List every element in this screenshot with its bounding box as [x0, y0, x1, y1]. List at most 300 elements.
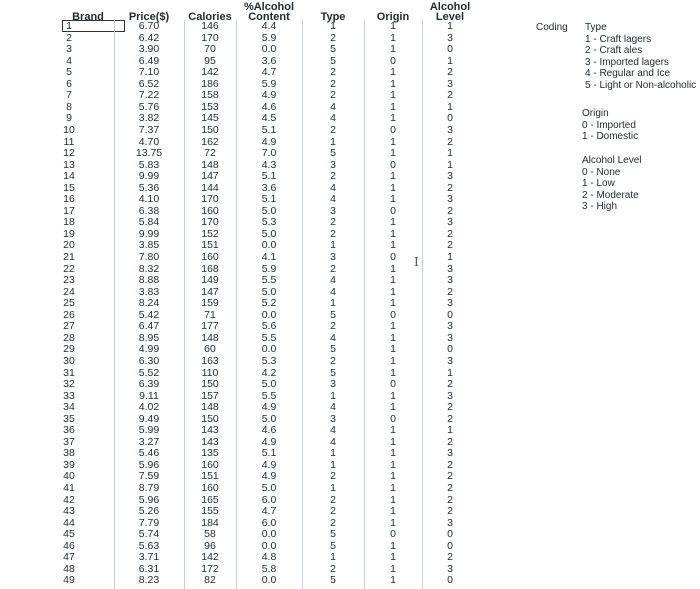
alcohol-content-cell[interactable]: 4.6	[261, 100, 277, 113]
type-cell[interactable]: 1	[330, 20, 336, 32]
price-cell[interactable]: 6.30	[138, 354, 160, 367]
alcohol-content-cell[interactable]: 4.7	[261, 505, 277, 518]
price-cell[interactable]: 4.99	[138, 343, 160, 356]
brand-cell[interactable]: 28	[63, 331, 75, 344]
alcohol-level-cell[interactable]: 2	[447, 493, 453, 506]
brand-cell[interactable]: 38	[63, 447, 75, 460]
calories-cell[interactable]: 160	[201, 482, 219, 494]
origin-cell[interactable]: 1	[390, 274, 396, 287]
alcohol-content-cell[interactable]: 5.9	[261, 262, 277, 275]
type-cell[interactable]: 4	[330, 435, 336, 448]
calories-cell[interactable]: 153	[201, 100, 219, 113]
origin-cell[interactable]: 1	[390, 562, 396, 575]
alcohol-level-cell[interactable]: 2	[447, 378, 453, 391]
calories-cell[interactable]: 71	[204, 308, 216, 321]
alcohol-level-cell[interactable]: 2	[447, 401, 453, 414]
origin-cell[interactable]: 1	[390, 458, 396, 471]
price-cell[interactable]: 5.52	[138, 366, 160, 379]
alcohol-content-cell[interactable]: 4.7	[261, 66, 277, 79]
brand-cell[interactable]: 43	[63, 505, 75, 518]
type-cell[interactable]: 5	[330, 343, 336, 356]
brand-cell[interactable]: 24	[63, 285, 75, 298]
type-cell[interactable]: 5	[330, 43, 336, 56]
type-cell[interactable]: 5	[330, 366, 336, 379]
alcohol-level-cell[interactable]: 3	[447, 193, 453, 206]
origin-cell[interactable]: 1	[390, 20, 396, 32]
calories-cell[interactable]: 70	[204, 43, 216, 56]
alcohol-content-cell[interactable]: 4.9	[261, 401, 277, 414]
calories-cell[interactable]: 157	[201, 389, 219, 402]
alcohol-level-cell[interactable]: 2	[447, 435, 453, 448]
origin-cell[interactable]: 1	[390, 435, 396, 448]
type-cell[interactable]: 5	[330, 574, 336, 587]
alcohol-level-cell[interactable]: 0	[447, 574, 453, 587]
price-cell[interactable]: 6.47	[138, 320, 160, 333]
type-cell[interactable]: 4	[330, 100, 336, 113]
calories-cell[interactable]: 58	[204, 528, 216, 541]
alcohol-content-cell[interactable]: 5.9	[261, 77, 277, 90]
alcohol-content-cell[interactable]: 4.4	[261, 20, 277, 32]
alcohol-level-cell[interactable]: 2	[447, 227, 453, 240]
price-cell[interactable]: 7.22	[138, 89, 160, 102]
alcohol-content-cell[interactable]: 5.0	[261, 227, 277, 240]
brand-cell[interactable]: 27	[63, 320, 75, 333]
brand-cell[interactable]: 17	[63, 204, 75, 217]
origin-cell[interactable]: 1	[390, 181, 396, 194]
price-cell[interactable]: 8.32	[138, 262, 160, 275]
type-cell[interactable]: 2	[330, 493, 336, 506]
alcohol-content-cell[interactable]: 4.9	[261, 89, 277, 102]
alcohol-level-cell[interactable]: 2	[447, 239, 453, 252]
brand-cell[interactable]: 2	[66, 31, 72, 44]
origin-cell[interactable]: 1	[390, 135, 396, 148]
alcohol-level-cell[interactable]: 3	[447, 274, 453, 287]
calories-cell[interactable]: 72	[204, 147, 216, 160]
origin-cell[interactable]: 1	[390, 31, 396, 44]
brand-cell[interactable]: 19	[63, 227, 75, 240]
type-cell[interactable]: 4	[330, 424, 336, 437]
alcohol-level-cell[interactable]: 3	[447, 297, 453, 310]
type-cell[interactable]: 1	[330, 458, 336, 471]
alcohol-level-cell[interactable]: 3	[447, 320, 453, 333]
brand-cell[interactable]: 49	[63, 574, 75, 587]
alcohol-level-cell[interactable]: 0	[447, 528, 453, 541]
price-cell[interactable]: 5.36	[138, 181, 160, 194]
price-cell[interactable]: 3.27	[138, 435, 160, 448]
origin-cell[interactable]: 1	[390, 227, 396, 240]
calories-cell[interactable]: 148	[201, 331, 219, 344]
price-cell[interactable]: 5.96	[138, 493, 160, 506]
calories-cell[interactable]: 165	[201, 493, 219, 506]
calories-cell[interactable]: 144	[201, 181, 219, 194]
alcohol-level-cell[interactable]: 2	[447, 470, 453, 483]
type-cell[interactable]: 2	[330, 562, 336, 575]
brand-cell[interactable]: 46	[63, 539, 75, 552]
origin-cell[interactable]: 0	[390, 378, 396, 391]
alcohol-content-cell[interactable]: 4.3	[261, 158, 277, 171]
calories-cell[interactable]: 148	[201, 401, 219, 414]
type-cell[interactable]: 1	[330, 551, 336, 564]
price-cell[interactable]: 5.42	[138, 308, 160, 321]
alcohol-content-cell[interactable]: 4.9	[261, 135, 277, 148]
calories-cell[interactable]: 155	[201, 505, 219, 518]
type-cell[interactable]: 4	[330, 401, 336, 414]
alcohol-content-cell[interactable]: 5.6	[261, 320, 277, 333]
alcohol-level-cell[interactable]: 2	[447, 89, 453, 102]
type-cell[interactable]: 3	[330, 378, 336, 391]
price-cell[interactable]: 7.37	[138, 123, 160, 136]
brand-cell[interactable]: 47	[63, 551, 75, 564]
alcohol-level-cell[interactable]: 3	[447, 389, 453, 402]
brand-cell[interactable]: 44	[63, 516, 75, 529]
alcohol-content-cell[interactable]: 4.2	[261, 366, 277, 379]
origin-cell[interactable]: 0	[390, 528, 396, 541]
calories-cell[interactable]: 147	[201, 285, 219, 298]
alcohol-level-cell[interactable]: 2	[447, 181, 453, 194]
brand-cell[interactable]: 29	[63, 343, 75, 356]
price-cell[interactable]: 7.79	[138, 516, 160, 529]
alcohol-content-cell[interactable]: 6.0	[261, 516, 277, 529]
type-cell[interactable]: 5	[330, 308, 336, 321]
brand-cell[interactable]: 37	[63, 435, 75, 448]
calories-cell[interactable]: 82	[204, 574, 216, 587]
calories-cell[interactable]: 186	[201, 77, 219, 90]
origin-cell[interactable]: 0	[390, 251, 396, 263]
type-cell[interactable]: 1	[330, 239, 336, 252]
alcohol-content-cell[interactable]: 0.0	[261, 239, 277, 252]
type-cell[interactable]: 1	[330, 447, 336, 460]
calories-cell[interactable]: 170	[201, 31, 219, 44]
brand-cell[interactable]: 6	[66, 77, 72, 90]
type-cell[interactable]: 2	[330, 31, 336, 44]
price-cell[interactable]: 5.83	[138, 158, 160, 171]
price-cell[interactable]: 6.52	[138, 77, 160, 90]
alcohol-content-cell[interactable]: 5.1	[261, 193, 277, 206]
origin-cell[interactable]: 1	[390, 331, 396, 344]
origin-cell[interactable]: 1	[390, 343, 396, 356]
origin-cell[interactable]: 1	[390, 170, 396, 183]
origin-cell[interactable]: 1	[390, 401, 396, 414]
brand-cell[interactable]: 13	[63, 158, 75, 171]
brand-cell[interactable]: 48	[63, 562, 75, 575]
alcohol-level-cell[interactable]: 3	[447, 331, 453, 344]
brand-cell[interactable]: 10	[63, 123, 75, 136]
calories-cell[interactable]: 60	[204, 343, 216, 356]
alcohol-level-cell[interactable]: 3	[447, 516, 453, 529]
brand-cell[interactable]: 40	[63, 470, 75, 483]
alcohol-level-cell[interactable]: 1	[447, 251, 453, 263]
price-cell[interactable]: 7.10	[138, 66, 160, 79]
alcohol-level-cell[interactable]: 1	[447, 20, 453, 32]
type-cell[interactable]: 4	[330, 285, 336, 298]
origin-cell[interactable]: 0	[390, 204, 396, 217]
type-cell[interactable]: 4	[330, 193, 336, 206]
header-alcohol-level[interactable]: Alcohol Level	[429, 1, 471, 23]
calories-cell[interactable]: 110	[201, 366, 219, 379]
price-cell[interactable]: 5.76	[138, 100, 160, 113]
price-cell[interactable]: 3.71	[138, 551, 160, 564]
calories-cell[interactable]: 143	[201, 424, 219, 437]
origin-cell[interactable]: 0	[390, 412, 396, 425]
brand-cell[interactable]: 11	[63, 135, 75, 148]
alcohol-content-cell[interactable]: 5.1	[261, 123, 277, 136]
calories-cell[interactable]: 152	[201, 227, 219, 240]
calories-cell[interactable]: 149	[201, 274, 219, 287]
origin-cell[interactable]: 1	[390, 470, 396, 483]
alcohol-content-cell[interactable]: 0.0	[261, 43, 277, 56]
calories-cell[interactable]: 151	[201, 470, 219, 483]
calories-cell[interactable]: 146	[201, 20, 219, 32]
origin-cell[interactable]: 1	[390, 216, 396, 229]
price-cell[interactable]: 3.85	[138, 239, 160, 252]
brand-cell[interactable]: 35	[63, 412, 75, 425]
type-cell[interactable]: 1	[330, 297, 336, 310]
origin-cell[interactable]: 1	[390, 482, 396, 494]
brand-cell[interactable]: 9	[66, 112, 72, 125]
calories-cell[interactable]: 163	[201, 354, 219, 367]
alcohol-level-cell[interactable]: 2	[447, 505, 453, 518]
brand-cell[interactable]: 8	[66, 100, 72, 113]
brand-cell[interactable]: 26	[63, 308, 75, 321]
alcohol-content-cell[interactable]: 5.5	[261, 389, 277, 402]
origin-cell[interactable]: 1	[390, 89, 396, 102]
type-cell[interactable]: 2	[330, 227, 336, 240]
price-cell[interactable]: 8.23	[138, 574, 160, 587]
type-cell[interactable]: 2	[330, 262, 336, 275]
type-cell[interactable]: 5	[330, 539, 336, 552]
type-cell[interactable]: 5	[330, 528, 336, 541]
alcohol-content-cell[interactable]: 4.5	[261, 112, 277, 125]
type-cell[interactable]: 3	[330, 412, 336, 425]
alcohol-level-cell[interactable]: 1	[447, 366, 453, 379]
price-cell[interactable]: 6.42	[138, 31, 160, 44]
price-cell[interactable]: 5.74	[138, 528, 160, 541]
alcohol-content-cell[interactable]: 5.0	[261, 378, 277, 391]
header-price[interactable]: Price($)	[128, 11, 170, 23]
alcohol-level-cell[interactable]: 2	[447, 66, 453, 79]
calories-cell[interactable]: 150	[201, 378, 219, 391]
calories-cell[interactable]: 170	[201, 193, 219, 206]
brand-cell[interactable]: 34	[63, 401, 75, 414]
calories-cell[interactable]: 160	[201, 251, 219, 263]
type-cell[interactable]: 3	[330, 158, 336, 171]
price-cell[interactable]: 8.95	[138, 331, 160, 344]
brand-cell[interactable]: 14	[63, 170, 75, 183]
header-type[interactable]: Type	[320, 11, 346, 23]
type-cell[interactable]: 2	[330, 470, 336, 483]
price-cell[interactable]: 4.02	[138, 401, 160, 414]
origin-cell[interactable]: 1	[390, 539, 396, 552]
alcohol-level-cell[interactable]: 2	[447, 458, 453, 471]
calories-cell[interactable]: 184	[201, 516, 219, 529]
alcohol-level-cell[interactable]: 2	[447, 135, 453, 148]
alcohol-level-cell[interactable]: 3	[447, 562, 453, 575]
brand-cell[interactable]: 30	[63, 354, 75, 367]
brand-cell[interactable]: 12	[63, 147, 75, 160]
type-cell[interactable]: 4	[330, 112, 336, 125]
origin-cell[interactable]: 1	[390, 112, 396, 125]
price-cell[interactable]: 9.99	[138, 227, 160, 240]
calories-cell[interactable]: 96	[204, 539, 216, 552]
calories-cell[interactable]: 177	[201, 320, 219, 333]
price-cell[interactable]: 3.90	[138, 43, 160, 56]
alcohol-level-cell[interactable]: 0	[447, 343, 453, 356]
brand-cell[interactable]: 41	[63, 482, 75, 494]
alcohol-content-cell[interactable]: 5.0	[261, 482, 277, 494]
brand-cell[interactable]: 15	[63, 181, 75, 194]
brand-cell[interactable]: 1	[66, 20, 72, 32]
alcohol-level-cell[interactable]: 1	[447, 424, 453, 437]
alcohol-level-cell[interactable]: 3	[447, 123, 453, 136]
origin-cell[interactable]: 0	[390, 158, 396, 171]
calories-cell[interactable]: 170	[201, 216, 219, 229]
type-cell[interactable]: 2	[330, 516, 336, 529]
type-cell[interactable]: 2	[330, 170, 336, 183]
type-cell[interactable]: 4	[330, 331, 336, 344]
alcohol-level-cell[interactable]: 0	[447, 308, 453, 321]
alcohol-content-cell[interactable]: 4.9	[261, 435, 277, 448]
alcohol-content-cell[interactable]: 3.6	[261, 54, 277, 67]
alcohol-level-cell[interactable]: 0	[447, 43, 453, 56]
price-cell[interactable]: 8.79	[138, 482, 160, 494]
calories-cell[interactable]: 142	[201, 66, 219, 79]
calories-cell[interactable]: 160	[201, 458, 219, 471]
alcohol-level-cell[interactable]: 2	[447, 285, 453, 298]
origin-cell[interactable]: 0	[390, 54, 396, 67]
alcohol-level-cell[interactable]: 2	[447, 204, 453, 217]
type-cell[interactable]: 5	[330, 147, 336, 160]
price-cell[interactable]: 9.99	[138, 170, 160, 183]
type-cell[interactable]: 3	[330, 204, 336, 217]
calories-cell[interactable]: 145	[201, 112, 219, 125]
type-cell[interactable]: 5	[330, 54, 336, 67]
type-cell[interactable]: 2	[330, 216, 336, 229]
alcohol-level-cell[interactable]: 3	[447, 447, 453, 460]
origin-cell[interactable]: 1	[390, 424, 396, 437]
calories-cell[interactable]: 150	[201, 123, 219, 136]
origin-cell[interactable]: 1	[390, 574, 396, 587]
origin-cell[interactable]: 1	[390, 297, 396, 310]
price-cell[interactable]: 5.26	[138, 505, 160, 518]
origin-cell[interactable]: 1	[390, 320, 396, 333]
alcohol-level-cell[interactable]: 1	[447, 54, 453, 67]
origin-cell[interactable]: 1	[390, 100, 396, 113]
type-cell[interactable]: 4	[330, 274, 336, 287]
calories-cell[interactable]: 148	[201, 158, 219, 171]
price-cell[interactable]: 9.49	[138, 412, 160, 425]
calories-cell[interactable]: 143	[201, 435, 219, 448]
price-cell[interactable]: 5.96	[138, 458, 160, 471]
calories-cell[interactable]: 150	[201, 412, 219, 425]
calories-cell[interactable]: 159	[201, 297, 219, 310]
alcohol-level-cell[interactable]: 0	[447, 539, 453, 552]
header-origin[interactable]: Origin	[376, 11, 410, 23]
alcohol-content-cell[interactable]: 5.9	[261, 31, 277, 44]
brand-cell[interactable]: 22	[63, 262, 75, 275]
alcohol-level-cell[interactable]: 2	[447, 412, 453, 425]
alcohol-content-cell[interactable]: 4.9	[261, 458, 277, 471]
origin-cell[interactable]: 1	[390, 285, 396, 298]
origin-cell[interactable]: 0	[390, 123, 396, 136]
type-cell[interactable]: 2	[330, 66, 336, 79]
alcohol-content-cell[interactable]: 5.0	[261, 204, 277, 217]
alcohol-content-cell[interactable]: 6.0	[261, 493, 277, 506]
brand-cell[interactable]: 32	[63, 378, 75, 391]
price-cell[interactable]: 5.99	[138, 424, 160, 437]
origin-cell[interactable]: 1	[390, 77, 396, 90]
calories-cell[interactable]: 168	[201, 262, 219, 275]
origin-cell[interactable]: 1	[390, 354, 396, 367]
type-cell[interactable]: 3	[330, 251, 336, 263]
alcohol-level-cell[interactable]: 1	[447, 158, 453, 171]
price-cell[interactable]: 6.49	[138, 54, 160, 67]
origin-cell[interactable]: 1	[390, 366, 396, 379]
brand-cell[interactable]: 3	[66, 43, 72, 56]
price-cell[interactable]: 6.38	[138, 204, 160, 217]
brand-cell[interactable]: 36	[63, 424, 75, 437]
alcohol-content-cell[interactable]: 0.0	[261, 528, 277, 541]
alcohol-level-cell[interactable]: 2	[447, 551, 453, 564]
price-cell[interactable]: 8.88	[138, 274, 160, 287]
type-cell[interactable]: 2	[330, 89, 336, 102]
brand-cell[interactable]: 39	[63, 458, 75, 471]
alcohol-content-cell[interactable]: 3.6	[261, 181, 277, 194]
brand-cell[interactable]: 23	[63, 274, 75, 287]
alcohol-level-cell[interactable]: 1	[447, 100, 453, 113]
price-cell[interactable]: 6.39	[138, 378, 160, 391]
price-cell[interactable]: 9.11	[139, 389, 159, 402]
brand-cell[interactable]: 16	[63, 193, 75, 206]
type-cell[interactable]: 2	[330, 123, 336, 136]
calories-cell[interactable]: 95	[204, 54, 216, 67]
price-cell[interactable]: 6.70	[138, 20, 160, 32]
origin-cell[interactable]: 1	[390, 493, 396, 506]
price-cell[interactable]: 5.46	[138, 447, 160, 460]
brand-cell[interactable]: 4	[66, 54, 72, 67]
brand-cell[interactable]: 31	[63, 366, 75, 379]
header-calories[interactable]: Calories	[188, 11, 232, 23]
calories-cell[interactable]: 172	[201, 562, 219, 575]
price-cell[interactable]: 13.75	[135, 147, 163, 160]
alcohol-content-cell[interactable]: 4.8	[261, 551, 277, 564]
calories-cell[interactable]: 158	[201, 89, 219, 102]
origin-cell[interactable]: 1	[390, 447, 396, 460]
calories-cell[interactable]: 151	[201, 239, 219, 252]
alcohol-content-cell[interactable]: 5.1	[261, 447, 277, 460]
price-cell[interactable]: 3.83	[138, 285, 160, 298]
calories-cell[interactable]: 160	[201, 204, 219, 217]
type-cell[interactable]: 1	[330, 389, 336, 402]
alcohol-level-cell[interactable]: 3	[447, 77, 453, 90]
alcohol-content-cell[interactable]: 7.0	[261, 147, 277, 160]
price-cell[interactable]: 7.80	[138, 251, 160, 263]
origin-cell[interactable]: 1	[390, 66, 396, 79]
calories-cell[interactable]: 147	[201, 170, 219, 183]
price-cell[interactable]: 8.24	[138, 297, 160, 310]
alcohol-content-cell[interactable]: 4.1	[261, 251, 277, 263]
origin-cell[interactable]: 1	[390, 551, 396, 564]
brand-cell[interactable]: 33	[63, 389, 75, 402]
origin-cell[interactable]: 1	[390, 43, 396, 56]
type-cell[interactable]: 2	[330, 505, 336, 518]
price-cell[interactable]: 6.31	[138, 562, 160, 575]
alcohol-level-cell[interactable]: 0	[447, 112, 453, 125]
alcohol-content-cell[interactable]: 4.6	[261, 424, 277, 437]
alcohol-level-cell[interactable]: 1	[447, 147, 453, 160]
type-cell[interactable]: 1	[330, 135, 336, 148]
origin-cell[interactable]: 0	[390, 308, 396, 321]
origin-cell[interactable]: 1	[390, 505, 396, 518]
